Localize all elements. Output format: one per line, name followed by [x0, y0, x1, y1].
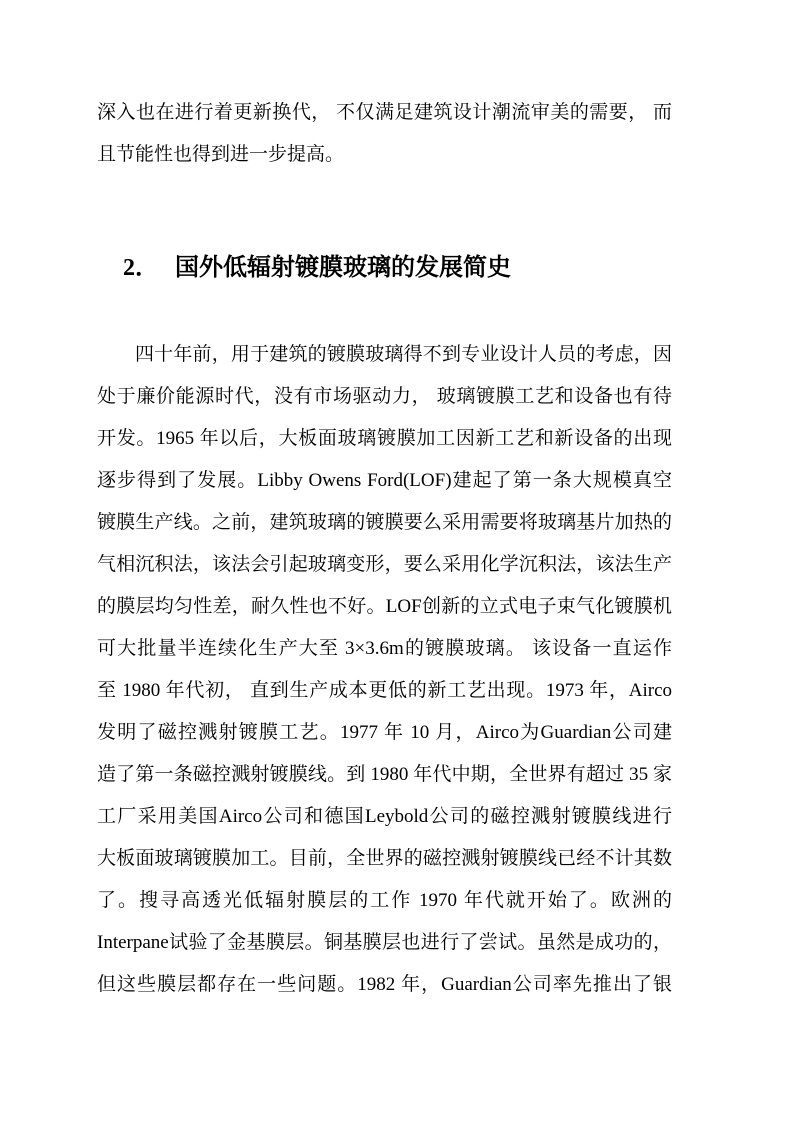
paragraph-intro	[97, 92, 672, 176]
text-line: 深入也在进行着更新换代， 不仅满足建筑设计潮流审美的需要， 而	[97, 102, 672, 123]
text-line: 的膜层均匀性差，耐久性也不好。LOF创新的立式电子束气化镀膜机	[97, 596, 672, 617]
text-line: 四十年前，用于建筑的镀膜玻璃得不到专业设计人员的考虑，因	[135, 344, 672, 365]
text-line: 镀膜生产线。之前，建筑玻璃的镀膜要么采用需要将玻璃基片加热的	[97, 512, 672, 533]
text-line: 了。搜寻高透光低辐射膜层的工作 1970 年代就开始了。欧洲的	[97, 890, 672, 911]
section-heading	[97, 247, 672, 290]
paragraph-history	[97, 334, 672, 1006]
text-line: 逐步得到了发展。Libby Owens Ford(LOF)建起了第一条大规模真空	[97, 470, 672, 491]
text-line: 造了第一条磁控溅射镀膜线。到 1980 年代中期，全世界有超过 35 家	[97, 764, 672, 785]
text-line: 大板面玻璃镀膜加工。目前，全世界的磁控溅射镀膜线已经不计其数	[97, 848, 672, 869]
heading-number: 2．	[123, 255, 159, 281]
text-line: 气相沉积法，该法会引起玻璃变形，要么采用化学沉积法，该法生产	[97, 554, 672, 575]
text-line: 处于廉价能源时代，没有市场驱动力， 玻璃镀膜工艺和设备也有待	[97, 386, 672, 407]
text-line: 发明了磁控溅射镀膜工艺。1977 年 10 月，Airco为Guardian公司建	[97, 722, 672, 743]
text-line: 工厂采用美国Airco公司和德国Leybold公司的磁控溅射镀膜线进行	[97, 806, 672, 827]
heading-title: 国外低辐射镀膜玻璃的发展简史	[175, 255, 511, 281]
text-line: 至 1980 年代初， 直到生产成本更低的新工艺出现。1973 年，Airco	[97, 680, 672, 701]
text-line: 但这些膜层都存在一些问题。1982 年，Guardian公司率先推出了银	[97, 974, 672, 995]
text-line: Interpane试验了金基膜层。铜基膜层也进行了尝试。虽然是成功的，	[97, 932, 672, 953]
text-line: 开发。1965 年以后，大板面玻璃镀膜加工因新工艺和新设备的出现	[97, 428, 672, 449]
text-line: 且节能性也得到进一步提高。	[97, 144, 345, 165]
text-line: 可大批量半连续化生产大至 3×3.6m的镀膜玻璃。 该设备一直运作	[97, 638, 672, 659]
